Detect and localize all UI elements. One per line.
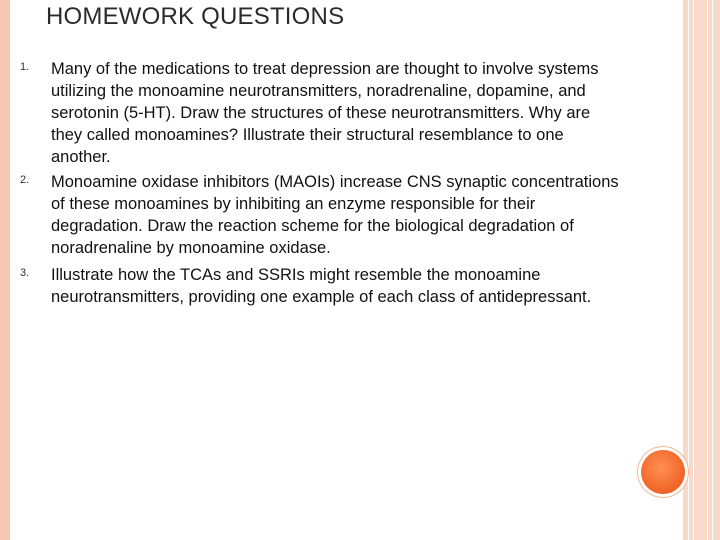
- decorative-orb-icon: [641, 450, 685, 494]
- question-line: another.: [51, 148, 111, 166]
- question-line: neurotransmitters, providing one example of each class of antidepressant.: [51, 288, 592, 306]
- question-number: 1.: [20, 61, 30, 73]
- question-line: noradrenaline by monoamine oxidase.: [51, 239, 331, 257]
- question-item: [20, 171, 680, 259]
- right-border-rule: [712, 0, 713, 540]
- right-border-rule: [693, 0, 694, 540]
- question-line: utilizing the monoamine neurotransmitters, noradrenaline, dopamine, and: [51, 82, 586, 100]
- question-line: Monoamine oxidase inhibitors (MAOIs) increase CNS synaptic concentrations: [51, 173, 619, 191]
- question-line: serotonin (5-HT). Draw the structures of these neurotransmitters. Why are: [51, 104, 591, 122]
- question-item: [20, 58, 680, 168]
- question-item: [20, 264, 680, 308]
- question-text: [51, 171, 680, 259]
- question-text: [51, 264, 680, 308]
- question-line: they called monoamines? Illustrate their structural resemblance to one: [51, 126, 564, 144]
- question-text: [51, 58, 680, 168]
- right-border-rule: [688, 0, 689, 540]
- right-border-rule: [707, 0, 708, 540]
- left-border-stripe: [0, 0, 10, 540]
- question-number: 3.: [20, 267, 30, 279]
- question-line: Illustrate how the TCAs and SSRIs might resemble the monoamine: [51, 266, 541, 284]
- question-line: Many of the medications to treat depression are thought to involve systems: [51, 60, 599, 78]
- slide-title: HOMEWORK QUESTIONS: [46, 3, 345, 30]
- question-number: 2.: [20, 174, 30, 186]
- question-line: of these monoamines by inhibiting an enzyme responsible for their: [51, 195, 536, 213]
- question-line: degradation. Draw the reaction scheme for the biological degradation of: [51, 217, 574, 235]
